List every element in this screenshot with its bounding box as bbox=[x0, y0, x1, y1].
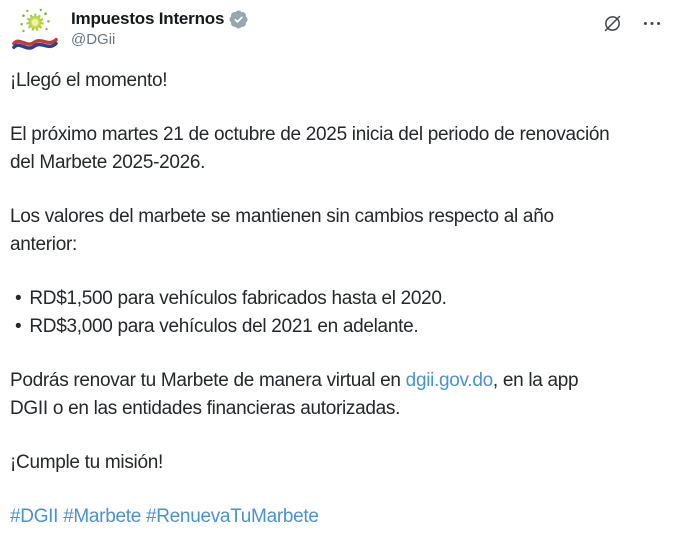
dgii-website-link[interactable]: dgii.gov.do bbox=[405, 370, 493, 391]
paragraph-greeting bbox=[10, 67, 667, 95]
bullet-icon: • bbox=[15, 288, 22, 309]
author-block bbox=[71, 8, 602, 48]
more-options-icon[interactable] bbox=[641, 13, 663, 34]
user-handle[interactable]: @DGii bbox=[71, 31, 116, 48]
text-line: ¡Llegó el momento! bbox=[10, 70, 168, 91]
bullet-text: RD$1,500 para vehículos fabricados hasta el 2020. bbox=[29, 288, 447, 309]
paragraph-values-intro bbox=[10, 203, 667, 259]
text-line: El próximo martes 21 de octubre de 2025 inicia del periodo de renovación bbox=[10, 124, 610, 145]
tweet-header bbox=[10, 8, 667, 54]
text-segment: Podrás renovar tu Marbete de manera virtual en bbox=[10, 370, 406, 391]
text-line: del Marbete 2025-2026. bbox=[10, 152, 206, 173]
tweet-actions bbox=[602, 8, 667, 34]
text-line: ¡Cumple tu misión! bbox=[10, 452, 163, 473]
hashtag-dgii[interactable]: #DGII bbox=[10, 506, 59, 527]
paragraph-renewal-date bbox=[10, 121, 667, 177]
text-line bbox=[10, 367, 667, 395]
dgii-avatar-logo[interactable] bbox=[10, 8, 60, 54]
text-line: DGII o en las entidades financieras autorizadas. bbox=[10, 398, 401, 419]
list-item bbox=[10, 313, 667, 341]
hashtag-row bbox=[10, 503, 667, 531]
tweet-body bbox=[10, 67, 667, 531]
bullet-text: RD$3,000 para vehículos del 2021 en adelante. bbox=[29, 316, 419, 337]
text-segment: , en la app bbox=[492, 370, 579, 391]
display-name[interactable]: Impuestos Internos bbox=[71, 9, 225, 28]
paragraph-renew-channels bbox=[10, 367, 667, 423]
bullet-list bbox=[10, 285, 667, 341]
grok-icon[interactable] bbox=[602, 13, 623, 34]
hashtag-renueva-tu-marbete[interactable]: #RenuevaTuMarbete bbox=[145, 506, 319, 527]
paragraph-slogan bbox=[10, 449, 667, 477]
text-line: anterior: bbox=[10, 234, 78, 255]
hashtag-marbete[interactable]: #Marbete bbox=[63, 506, 141, 527]
verified-badge-icon bbox=[229, 10, 248, 29]
text-line: Los valores del marbete se mantienen sin cambios respecto al año bbox=[10, 206, 554, 227]
bullet-icon: • bbox=[15, 316, 22, 337]
list-item bbox=[10, 285, 667, 313]
